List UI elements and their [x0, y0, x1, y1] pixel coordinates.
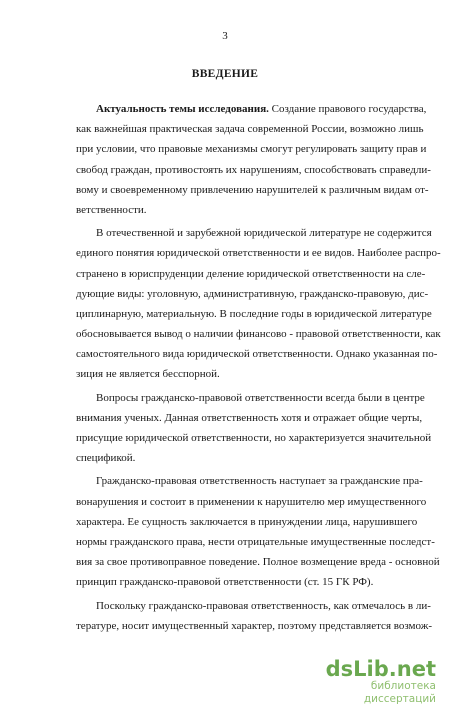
paragraph-line: ветственности.	[76, 203, 147, 216]
paragraph-civil-liability-definition	[76, 471, 440, 592]
paragraph-line: В отечественной и зарубежной юридической литературе не содержится	[96, 227, 432, 240]
relevance-lead: Актуальность темы исследования.	[96, 103, 269, 115]
page-number: 3	[222, 30, 228, 42]
paragraph-text: Создание правового государства,	[268, 103, 427, 115]
paragraph-line: Гражданско-правовая ответственность наступает за гражданские пра-	[96, 475, 423, 488]
paragraph-line: циплинарную, материальную. В последние годы в юридической литературе	[76, 307, 432, 320]
paragraph-relevance	[76, 99, 431, 220]
paragraph-line: вия за свое противоправное поведение. Полное возмещение вреда - основной	[76, 556, 440, 569]
watermark-logo: dsLib.net	[325, 657, 436, 681]
paragraph-line: как важнейшая практическая задача современной России, возможно лишь	[76, 123, 424, 136]
paragraph-property-nature	[76, 596, 433, 636]
paragraph-line: нормы гражданского права, нести отрицательные имущественные последст-	[76, 535, 435, 548]
paragraph-line: Вопросы гражданско-правовой ответственности всегда были в центре	[96, 391, 425, 404]
paragraph-line: при условии, что правовые механизмы смогут регулировать защиту прав и	[76, 143, 427, 156]
paragraph-line: обосновывается вывод о наличии финансово - правовой ответственности, как	[76, 328, 441, 341]
page-heading: ВВЕДЕНИЕ	[191, 68, 259, 80]
paragraph-line: вонарушения и состоит в применении к нарушителю мер имущественного	[76, 495, 427, 508]
document-body	[76, 99, 441, 636]
paragraph-line: дующие виды: уголовную, административную, гражданско-правовую, дис-	[76, 287, 429, 300]
paragraph-line: принцип гражданско-правовой ответственности (ст. 15 ГК РФ).	[76, 576, 374, 589]
paragraph-civil-liability-questions	[76, 388, 432, 469]
paragraph-line: единого понятия юридической ответственности и ее видов. Наиболее распро-	[76, 247, 441, 260]
paragraph-line	[76, 99, 427, 119]
paragraph-line: вому и своевременному привлечению нарушителей к различным видам от-	[76, 183, 429, 196]
paragraph-line: характера. Ее сущность заключается в принуждении лица, нарушившего	[76, 515, 418, 528]
paragraph-line: самостоятельного вида юридической ответственности. Однако указанная по-	[76, 348, 438, 361]
paragraph-line: свобод граждан, противостоять их нарушениям, способствовать справедли-	[76, 163, 431, 176]
paragraph-line: странено в юриспруденции деление юридической ответственности на сле-	[76, 267, 426, 280]
watermark	[316, 658, 436, 706]
paragraph-line: внимания ученых. Данная ответственность хотя и отражает общие черты,	[76, 411, 423, 424]
paragraph-line: зиция не является бесспорной.	[76, 368, 220, 381]
paragraph-literature	[76, 223, 441, 385]
paragraph-line: спецификой.	[76, 452, 136, 465]
paragraph-line: Поскольку гражданско-правовая ответственность, как отмечалось в ли-	[96, 599, 431, 612]
watermark-subtitle: библиотека диссертаций	[363, 680, 436, 705]
paragraph-line: присущие юридической ответственности, но характеризуется значительной	[76, 432, 432, 444]
paragraph-line: тературе, носит имущественный характер, поэтому представляется возмож-	[76, 619, 433, 632]
